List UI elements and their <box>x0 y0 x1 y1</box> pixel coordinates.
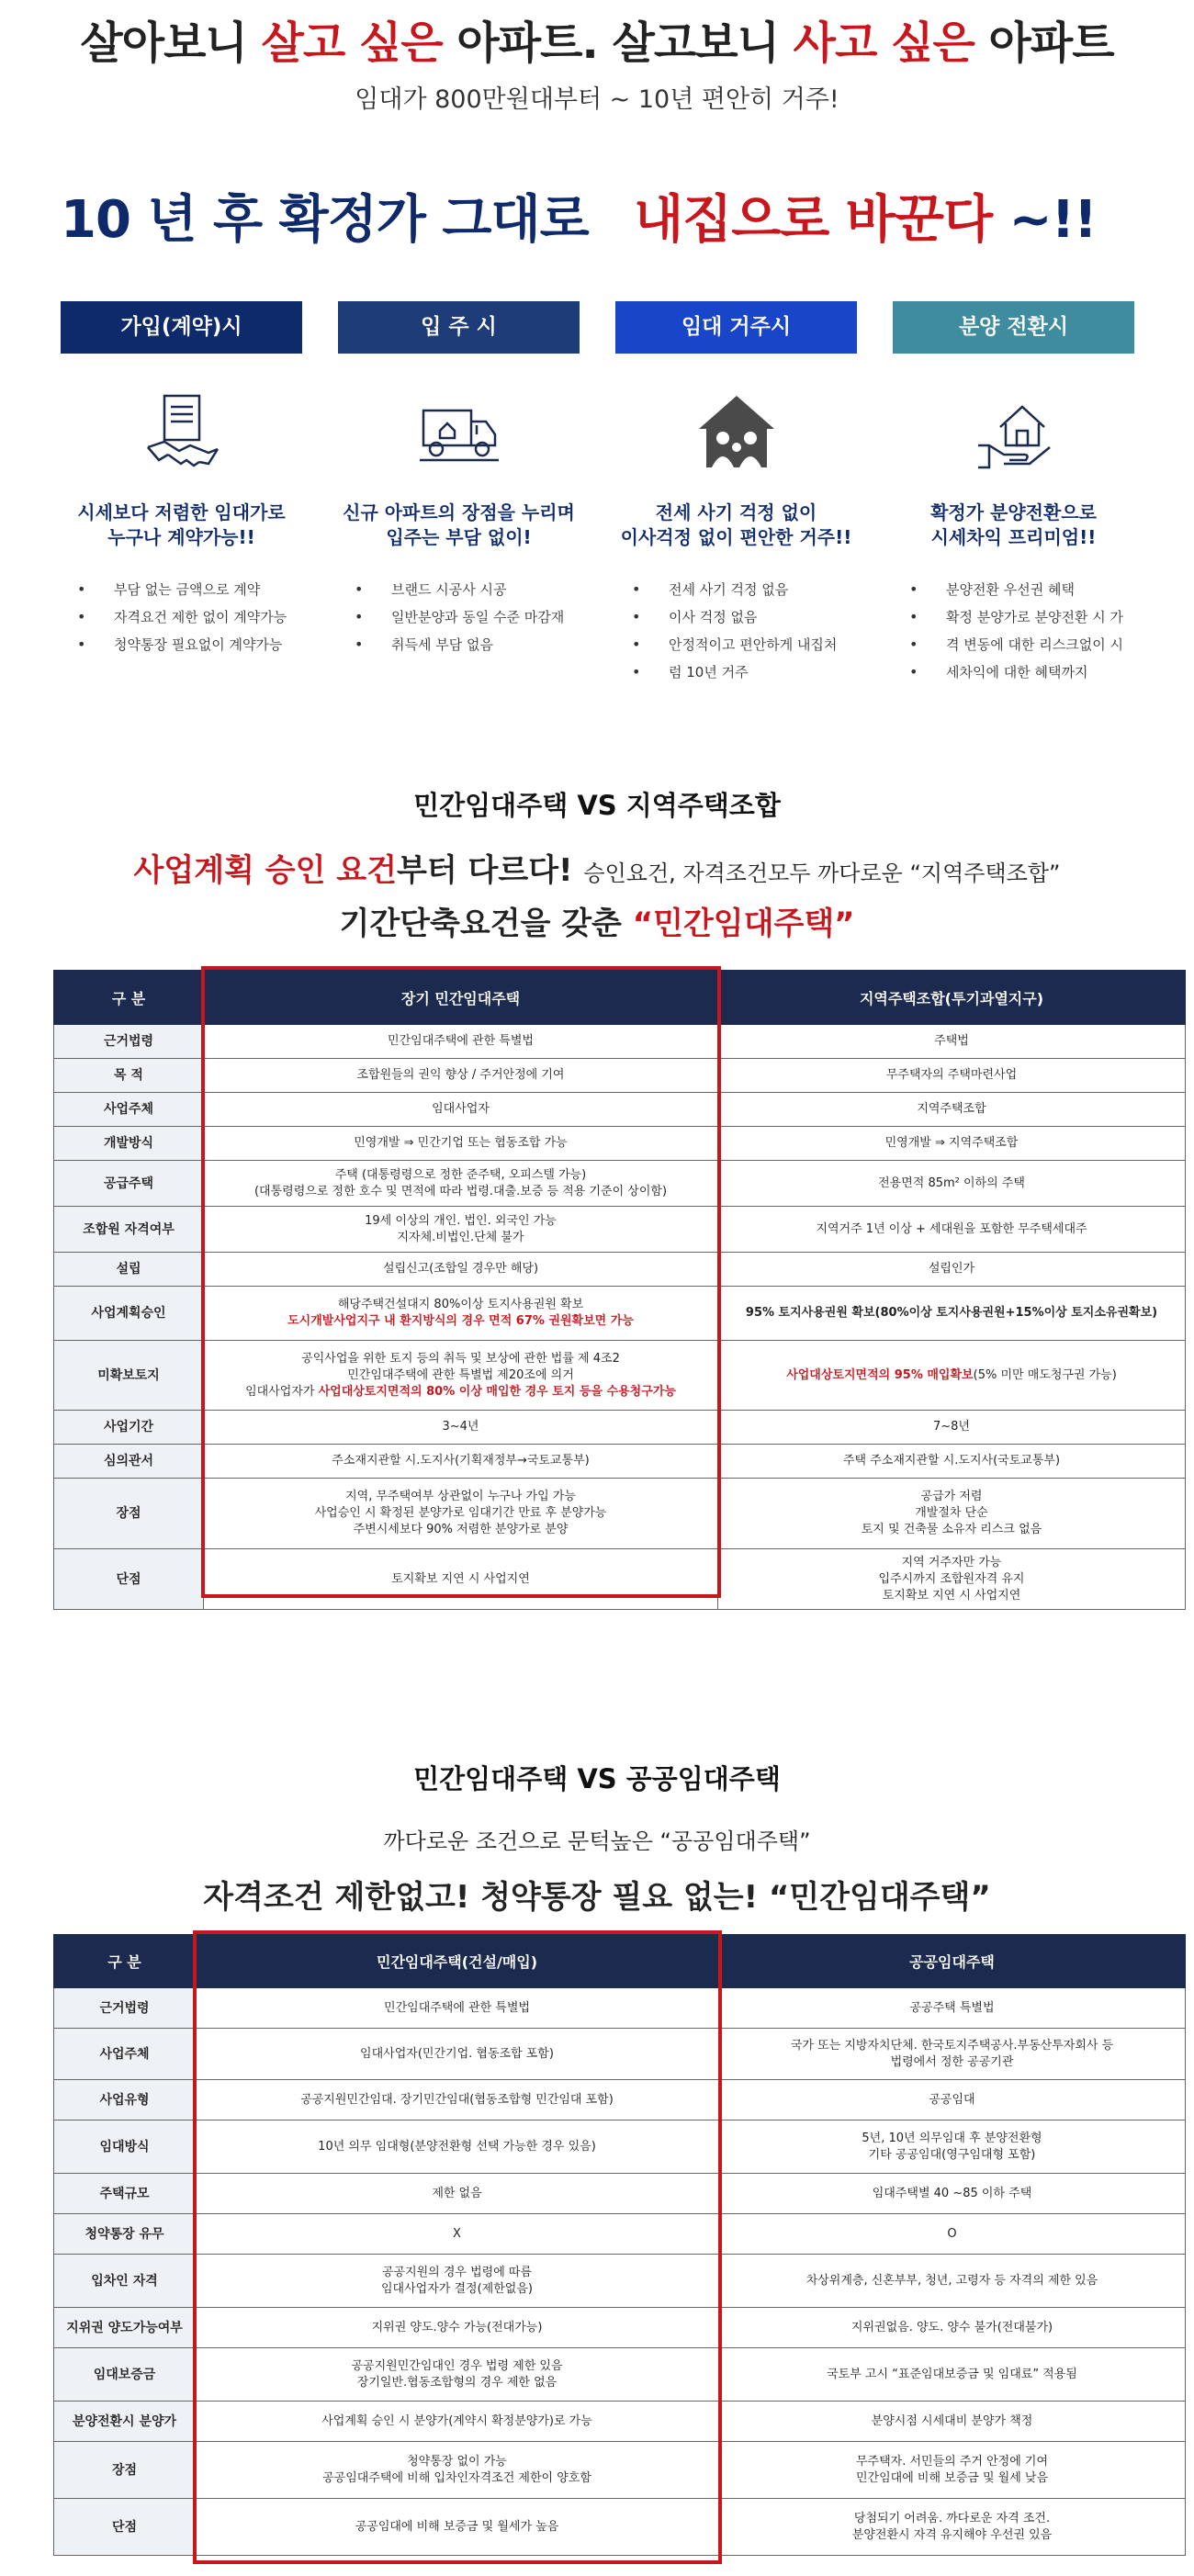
column-header: 구 분 <box>54 1935 196 1988</box>
step-list <box>615 576 857 686</box>
column-header: 공공임대주택 <box>719 1935 1186 1988</box>
list-item: • 격 변동에 대한 리스크없이 시 <box>909 631 1134 658</box>
step-list <box>893 576 1134 686</box>
table-row: 개발방식 민영개발 ⇒ 민간기업 또는 협동조합 가능 민영개발 ⇒ 지역주택조합 <box>54 1127 1186 1161</box>
column-header: 구 분 <box>54 971 204 1025</box>
handshake-document-icon <box>141 390 223 473</box>
step-heading: 시세보다 저렴한 임대가로 누구나 계약가능!! <box>77 501 286 548</box>
table-row: 심의관서 주소재지관할 시.도지사(기획재정부→국토교통부) 주택 주소재지관할 시.도지사(국토교통부) <box>54 1445 1186 1479</box>
table-row: 임대방식 10년 의무 임대형(분양전환형 선택 가능한 경우 있음) 5년, 10년 의무임대 후 분양전환형 기타 공공임대(영구임대형 포함) <box>54 2120 1186 2174</box>
table-row: 미확보토지 공익사업을 위한 토지 등의 취득 및 보상에 관한 법률 제 4조2 민간임대주택에 관한 특별법 제20조에 의거 임대사업자가 사업대상토지면적의 80% 이상 매입한 경우 토지 등을 수용청구가능 사업대상토지면적의 95% 매입확보(5% 미만 매도청구권 가능) <box>54 1341 1186 1411</box>
step-columns <box>61 301 1133 687</box>
table-row: 조합원 자격여부 19세 이상의 개인. 법인. 외국인 가능 지자체.비법인.단체 불가 지역거주 1년 이상 + 세대원을 포함한 무주택세대주 <box>54 1207 1186 1253</box>
list-item: • 안정적이고 편안하게 내집처 <box>632 631 857 658</box>
step-list <box>338 576 580 658</box>
hero-subtitle: 임대가 800만원대부터 ~ 10년 편안히 거주! <box>355 85 839 114</box>
list-item: • 분양전환 우선권 혜택 <box>909 576 1134 603</box>
section2-title: 민간임대주택 VS 공공임대주택 <box>413 1763 781 1794</box>
column-header: 지역주택조합(투기과열지구) <box>718 971 1186 1025</box>
table-header-row <box>54 1935 1186 1988</box>
section2-line2: 자격조건 제한없고! 청약통장 필요 없는! “민간임대주택” <box>203 1879 991 1916</box>
moving-truck-icon <box>418 390 501 473</box>
table-row: 분양전환시 분양가 사업계획 승인 시 분양가(계약시 확정분양가)로 가능 분양시점 시세대비 분양가 책정 <box>54 2402 1186 2442</box>
step-contract <box>61 301 302 658</box>
step-header: 임대 거주시 <box>615 301 857 354</box>
list-item: • 일반분양과 동일 수준 마감재 <box>355 603 580 631</box>
step-heading: 확정가 분양전환으로 시세차익 프리미엄!! <box>930 501 1097 548</box>
comparison-table-2 <box>53 1934 1186 2556</box>
table-row: 주택규모 제한 없음 임대주택별 40 ~85 이하 주택 <box>54 2174 1186 2214</box>
section2-line1: 까다로운 조건으로 문턱높은 “공공임대주택” <box>383 1828 811 1854</box>
family-house-icon <box>695 390 778 473</box>
step-residence <box>615 301 857 686</box>
comparison-table-1 <box>53 970 1186 1610</box>
slogan <box>0 179 1194 253</box>
table-row: 임대보증금 공공지원민간임대인 경우 법령 제한 있음 장기일반.협동조합형의 경우 제한 없음 국토부 고시 “표준임대보증금 및 임대료” 적용됨 <box>54 2348 1186 2402</box>
table-row: 입차인 자격 공공지원의 경우 법령에 따름 임대사업자가 결정(제한없음) 차상위계층, 신혼부부, 청년, 고령자 등 자격의 제한 있음 <box>54 2255 1186 2308</box>
list-item: • 청약통장 필요없이 계약가능 <box>77 631 302 658</box>
column-header: 장기 민간임대주택 <box>204 971 718 1025</box>
step-header: 분양 전환시 <box>893 301 1134 354</box>
step-heading: 전세 사기 걱정 없이 이사걱정 없이 편안한 거주!! <box>620 501 852 548</box>
column-header: 민간임대주택(건설/매입) <box>196 1935 719 1988</box>
table-row: 근거법령 민간임대주택에 관한 특별법 공공주택 특별법 <box>54 1988 1186 2029</box>
step-list <box>61 576 302 658</box>
table-row: 사업기간 3~4년 7~8년 <box>54 1411 1186 1445</box>
table-row: 단점 공공임대에 비해 보증금 및 월세가 높음 당첨되기 어려움. 까다로운 자격 조건. 분양전환시 자격 유지해야 우선권 있음 <box>54 2499 1186 2556</box>
slogan-right: 내집으로 바꾼다 ~!! <box>634 190 1097 250</box>
table-row: 지위권 양도가능여부 지위권 양도.양수 가능(전대가능) 지위권없음. 양도. 양수 불가(전대불가) <box>54 2308 1186 2348</box>
section1-line2: 기간단축요건을 갖춘 “민간임대주택” <box>339 906 855 942</box>
list-item: • 부담 없는 금액으로 계약 <box>77 576 302 603</box>
table-row: 사업주체 임대사업자(민간기업. 협동조합 포함) 국가 또는 지방자치단체. 한국토지주택공사.부동산투자회사 등 법령에서 정한 공공기관 <box>54 2029 1186 2080</box>
table-header-row <box>54 971 1186 1025</box>
slogan-left: 10 년 후 확정가 그대로 <box>61 190 589 250</box>
hero-title: 살아보니 살고 싶은 아파트. 살고보니 사고 싶은 아파트 <box>80 17 1114 69</box>
list-item: • 전세 사기 걱정 없음 <box>632 576 857 603</box>
section1-title: 민간임대주택 VS 지역주택조합 <box>413 790 781 821</box>
table-row: 장점 지역, 무주택여부 상관없이 누구나 가입 가능 사업승인 시 확정된 분양가로 임대기간 만료 후 분양가능 주변시세보다 90% 저렴한 분양가로 분양 공급가 저렴 개발절차 단순 토지 및 건축물 소유자 리스크 없음 <box>54 1479 1186 1549</box>
step-header: 가입(계약)시 <box>61 301 302 354</box>
table-row: 사업계획승인 해당주택건설대지 80%이상 토지사용권원 확보 도시개발사업지구 내 환지방식의 경우 면적 67% 권원확보면 가능 95% 토지사용권원 확보(80%이상 토지사용권원+15%이상 토지소유권확보) <box>54 1287 1186 1341</box>
table-row: 목 적 조합원들의 권익 향상 / 주거안정에 기여 무주택자의 주택마련사업 <box>54 1059 1186 1093</box>
section1-line1: 사업계획 승인 요건부터 다르다! 승인요건, 자격조건모두 까다로운 “지역주택조합” <box>133 852 1061 889</box>
step-heading: 신규 아파트의 장점을 누리며 입주는 부담 없이! <box>343 501 575 548</box>
table-row: 단점 토지확보 지연 시 사업지연 지역 거주자만 가능 입주시까지 조합원자격 유지 토지확보 지연 시 사업지연 <box>54 1549 1186 1610</box>
house-in-hand-icon <box>973 390 1055 473</box>
step-conversion <box>893 301 1134 686</box>
list-item: • 자격요건 제한 없이 계약가능 <box>77 603 302 631</box>
table-row: 근거법령 민간임대주택에 관한 특별법 주택법 <box>54 1025 1186 1059</box>
table-row: 공급주택 주택 (대통령령으로 정한 준주택, 오피스텔 가능) (대통령령으로 정한 호수 및 면적에 따라 법령.대출.보증 등 적용 기준이 상이함) 전용면적 85m² 이하의 주택 <box>54 1161 1186 1207</box>
table-row: 설립 설립신고(조합일 경우만 해당) 설립인가 <box>54 1253 1186 1287</box>
step-header: 입 주 시 <box>338 301 580 354</box>
table-row: 청약통장 유무 X O <box>54 2214 1186 2255</box>
list-item: • 브랜드 시공사 시공 <box>355 576 580 603</box>
list-item: • 세차익에 대한 혜택까지 <box>909 658 1134 686</box>
list-item: • 취득세 부담 없음 <box>355 631 580 658</box>
table-row: 사업주체 임대사업자 지역주택조합 <box>54 1093 1186 1127</box>
table-row: 사업유형 공공지원민간임대. 장기민간임대(협동조합형 민간임대 포함) 공공임대 <box>54 2080 1186 2120</box>
table-row: 장점 청약통장 없이 가능 공공임대주택에 비해 입차인자격조건 제한이 양호함 무주택자. 서민들의 주거 안정에 기여 민간임대에 비해 보증금 및 월세 낮음 <box>54 2442 1186 2499</box>
list-item: • 이사 걱정 없음 <box>632 603 857 631</box>
list-item: • 확정 분양가로 분양전환 시 가 <box>909 603 1134 631</box>
step-movein <box>338 301 580 658</box>
list-item: • 럼 10년 거주 <box>632 658 857 686</box>
